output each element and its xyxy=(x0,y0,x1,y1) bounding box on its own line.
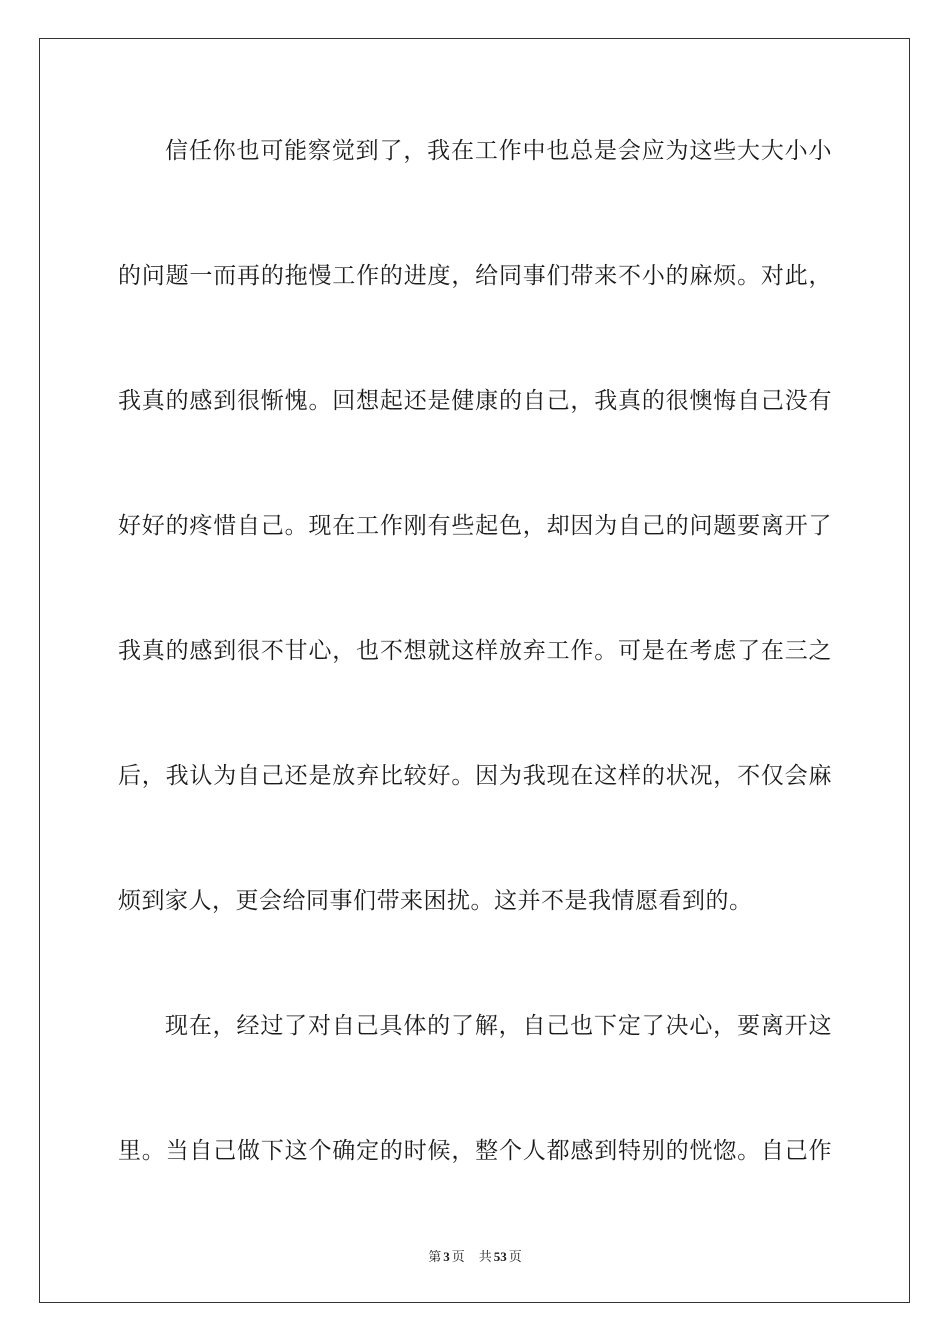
paragraph-line-9: 里。当自己做下这个确定的时候，整个人都感到特别的恍惚。自己作 xyxy=(118,1138,832,1164)
footer-page-current: 3 xyxy=(443,1249,450,1264)
page-footer xyxy=(0,1248,950,1267)
paragraph-line-7: 烦到家人，更会给同事们带来困扰。这并不是我情愿看到的。 xyxy=(118,888,753,914)
paragraph-line-1: 信任你也可能察觉到了，我在工作中也总是会应为这些大大小小 xyxy=(165,138,832,164)
paragraph-line-5: 我真的感到很不甘心，也不想就这样放弃工作。可是在考虑了在三之 xyxy=(118,638,832,664)
paragraph-line-8: 现在，经过了对自己具体的了解，自己也下定了决心，要离开这 xyxy=(165,1013,832,1039)
paragraph-line-3: 我真的感到很惭愧。回想起还是健康的自己，我真的很懊悔自己没有 xyxy=(118,388,832,414)
footer-total-prefix: 共 xyxy=(478,1250,492,1265)
page-frame xyxy=(39,38,910,1303)
footer-page-prefix: 第 xyxy=(428,1250,442,1265)
footer-total-suffix: 页 xyxy=(508,1250,522,1265)
paragraph-line-2: 的问题一而再的拖慢工作的进度，给同事们带来不小的麻烦。对此， xyxy=(118,263,832,289)
paragraph-line-6: 后，我认为自己还是放弃比较好。因为我现在这样的状况，不仅会麻 xyxy=(118,763,832,789)
footer-page-suffix: 页 xyxy=(451,1250,465,1265)
paragraph-line-4: 好好的疼惜自己。现在工作刚有些起色，却因为自己的问题要离开了 xyxy=(118,513,832,539)
footer-total-pages: 53 xyxy=(493,1249,507,1264)
